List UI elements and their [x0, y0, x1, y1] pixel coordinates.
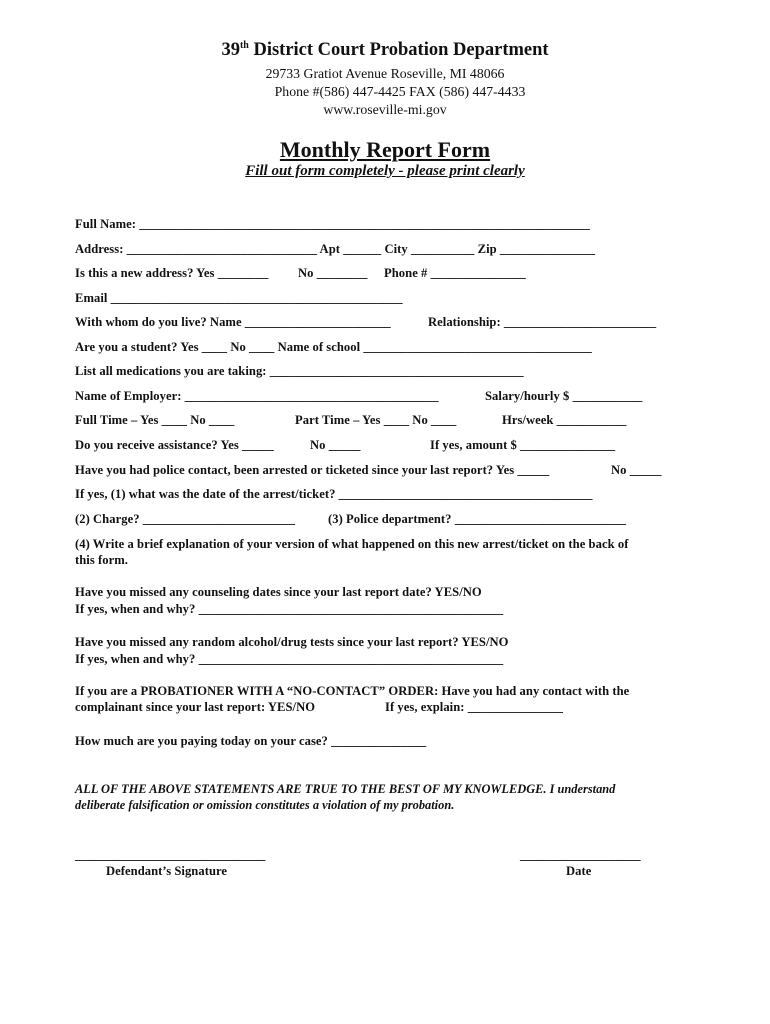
form-subtitle: Fill out form completely - please print clearly: [245, 163, 525, 179]
explanation-instruction-1: (4) Write a brief explanation of your version of what happened on this new arrest/ticket on the back of: [75, 537, 629, 551]
full-time-field[interactable]: Full Time – Yes ____ No ____: [75, 413, 235, 427]
signature-label: Defendant’s Signature: [106, 864, 228, 878]
date-line[interactable]: ___________________: [520, 848, 641, 862]
court-title: [0, 40, 770, 61]
statement-line-1: ALL OF THE ABOVE STATEMENTS ARE TRUE TO THE BEST OF MY KNOWLEDGE. I understand: [75, 782, 616, 796]
employer-field[interactable]: Name of Employer: ________________________________________: [75, 389, 439, 403]
signature-line[interactable]: ______________________________: [75, 848, 266, 862]
full-name-field[interactable]: Full Name: _______________________________________________________________________: [75, 217, 590, 231]
police-contact-no-field[interactable]: No _____: [611, 463, 662, 477]
salary-field[interactable]: Salary/hourly $ ___________: [485, 389, 643, 403]
title-text: District Court Probation Department: [248, 40, 549, 60]
new-address-no-field[interactable]: No ________: [298, 266, 368, 280]
probationer-question-1: If you are a PROBATIONER WITH A “NO-CONTACT” ORDER: Have you had any contact with the: [75, 684, 630, 698]
relationship-field[interactable]: Relationship: ________________________: [428, 315, 657, 329]
assistance-yes-field[interactable]: Do you receive assistance? Yes _____: [75, 438, 274, 452]
probationer-explain-field[interactable]: If yes, explain: _______________: [385, 700, 563, 714]
counseling-question: Have you missed any counseling dates since your last report date? YES/NO: [75, 585, 482, 599]
address-field[interactable]: Address: ______________________________ Apt ______ City __________ Zip _______________: [75, 242, 596, 256]
amount-field[interactable]: If yes, amount $ _______________: [430, 438, 616, 452]
arrest-date-field[interactable]: If yes, (1) what was the date of the arrest/ticket? ________________________________________: [75, 487, 593, 501]
court-address: 29733 Gratiot Avenue Roseville, MI 48066: [265, 66, 505, 81]
hrs-week-field[interactable]: Hrs/week ___________: [502, 413, 627, 427]
new-address-yes-field[interactable]: Is this a new address? Yes ________: [75, 266, 269, 280]
court-website: www.roseville-mi.gov: [323, 102, 447, 117]
form-title: Monthly Report Form: [279, 137, 491, 162]
paying-field[interactable]: How much are you paying today on your case? _______________: [75, 734, 427, 748]
live-with-field[interactable]: With whom do you live? Name _______________________: [75, 315, 391, 329]
probationer-question-2: complainant since your last report: YES/NO: [75, 700, 316, 714]
date-label: Date: [566, 864, 592, 878]
title-number: 39: [221, 40, 240, 60]
counseling-why-field[interactable]: If yes, when and why? ________________________________________________: [75, 602, 504, 616]
charge-field[interactable]: (2) Charge? ________________________: [75, 512, 296, 526]
email-field[interactable]: Email ______________________________________________: [75, 291, 403, 305]
title-ordinal: th: [239, 40, 249, 51]
assistance-no-field[interactable]: No _____: [310, 438, 361, 452]
part-time-field[interactable]: Part Time – Yes ____ No ____: [295, 413, 457, 427]
phone-field[interactable]: Phone # _______________: [384, 266, 526, 280]
medications-field[interactable]: List all medications you are taking: ________________________________________: [75, 364, 524, 378]
tests-why-field[interactable]: If yes, when and why? ________________________________________________: [75, 652, 504, 666]
explanation-instruction-2: this form.: [75, 553, 128, 567]
court-phone: Phone #(586) 447-4425 FAX (586) 447-4433: [274, 84, 526, 99]
statement-line-2: deliberate falsification or omission constitutes a violation of my probation.: [75, 798, 455, 812]
police-department-field[interactable]: (3) Police department? ___________________________: [328, 512, 627, 526]
police-contact-field[interactable]: Have you had police contact, been arrested or ticketed since your last report? Yes _____: [75, 463, 550, 477]
student-field[interactable]: Are you a student? Yes ____ No ____ Name of school ____________________________________: [75, 340, 592, 354]
tests-question: Have you missed any random alcohol/drug tests since your last report? YES/NO: [75, 635, 509, 649]
